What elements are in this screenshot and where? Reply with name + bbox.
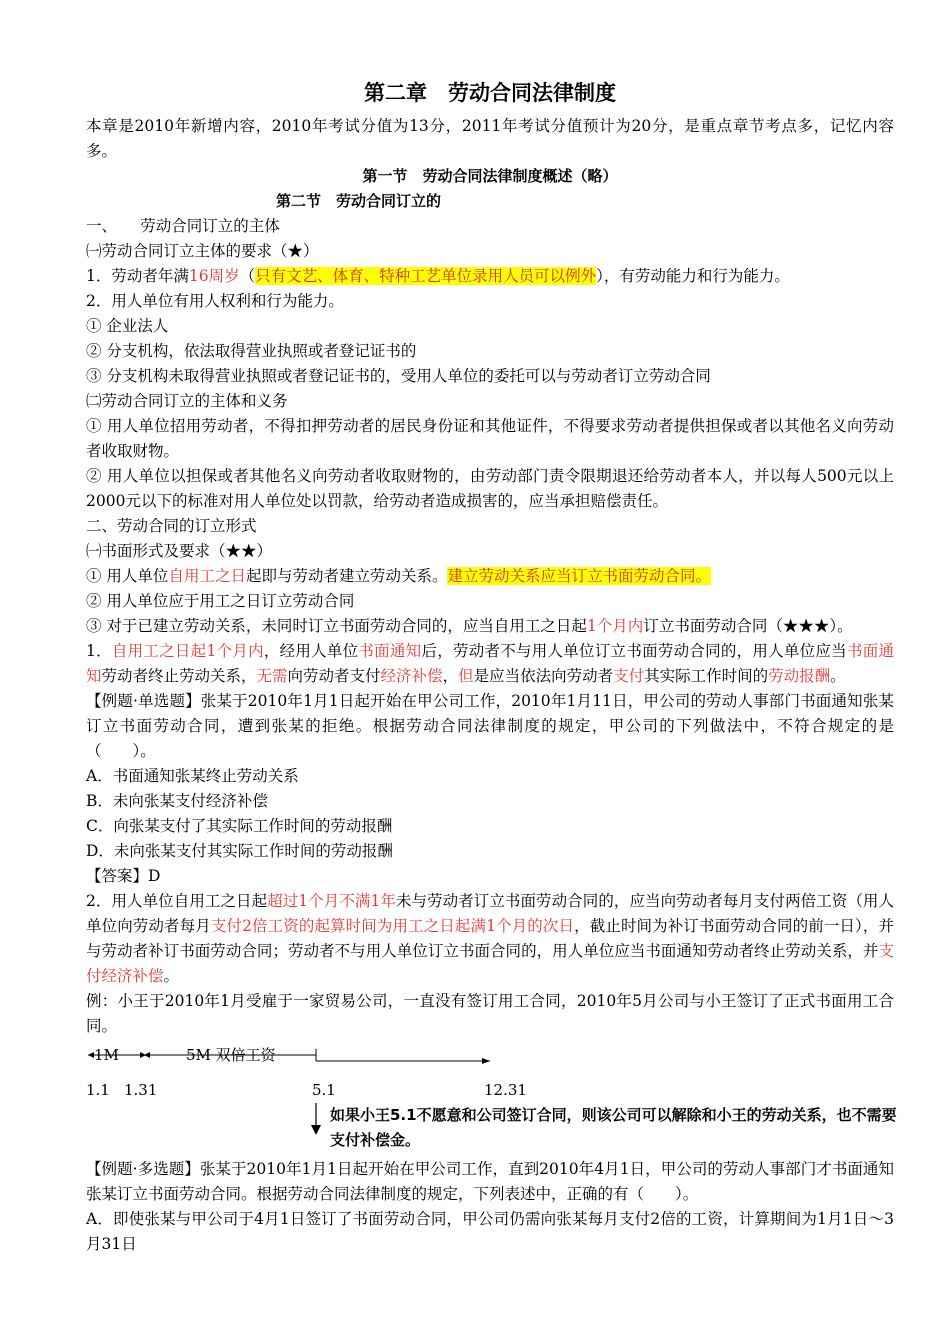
timeline-segment-1: 1M: [94, 1046, 119, 1064]
requirement-1: 1．劳动者年满16周岁（只有文艺、体育、特种工艺单位录用人员可以例外），有劳动能力和行为能力。: [86, 267, 790, 285]
timeline-segment-2: 5M 双倍工资: [186, 1046, 276, 1064]
example-1-option-d: D．未向张某支付其实际工作时间的劳动报酬: [86, 842, 393, 860]
example-1-question: 【例题·单选题】张某于2010年1月1日起开始在甲公司工作，2010年1月11日，甲公司的劳动人事部门书面通知张某订立书面劳动合同，遭到张某的拒绝。根据劳动合同法律制度的规定，甲公司的下列做法中，不符合规定的是（ ）。: [86, 692, 894, 760]
intro-paragraph: 本章是2010年新增内容，2010年考试分值为13分，2011年考试分值预计为20分，是重点章节考点多，记忆内容多。: [86, 117, 894, 160]
example-1-option-a: A．书面通知张某终止劳动关系: [86, 767, 299, 785]
note-block: [86, 1103, 897, 1157]
down-arrow-icon: [308, 1103, 324, 1137]
document-page: [86, 78, 897, 1257]
section-heading-2: 第二节 劳动合同订立的: [276, 192, 442, 210]
note-text: 如果小王5.1不愿意和公司签订合同，则该公司可以解除和小王的劳动关系，也不需要支付补偿金。: [330, 1106, 897, 1149]
example-2-question: 【例题·多选题】张某于2010年1月1日起开始在甲公司工作，直到2010年4月1日，甲公司的劳动人事部门才书面通知张某订立书面劳动合同。根据劳动合同法律制度的规定，下列表述中，正确的有（ ）。: [86, 1160, 894, 1203]
requirement-2: 2．用人单位有用人权利和行为能力。: [86, 292, 344, 310]
timeline-diagram: [86, 1043, 894, 1103]
section-heading-1: 第一节 劳动合同法律制度概述（略）: [362, 167, 618, 185]
worked-example: 例：小王于2010年1月受雇于一家贸易公司，一直没有签订用工合同，2010年5月公司与小王签订了正式书面用工合同。: [86, 992, 894, 1035]
duty-2: ② 用人单位以担保或者其他名义向劳动者收取财物的，由劳动部门责令限期退还给劳动者本人，并以每人500元以上2000元以下的标准对用人单位处以罚款，给劳动者造成损害的，应当承担赔偿责任。: [86, 467, 894, 510]
heading-one-sub2: ㈡劳动合同订立的主体和义务: [86, 392, 288, 410]
chapter-title: 第二章 劳动合同法律制度: [364, 81, 616, 105]
rule-2-paragraph: 2．用人单位自用工之日起超过1个月不满1年未与劳动者订立书面劳动合同的，应当向劳动者每月支付两倍工资（用人单位向劳动者每月支付2倍工资的起算时间为用工之日起满1个月的次日，截止时间为补订书面劳动合同的前一日），并与劳动者补订书面劳动合同；劳动者不与用人单位订立书面合同的，用人单位应当书面通知劳动者终止劳动关系，并支付经济补偿。: [86, 892, 894, 985]
timeline-tick-4: 12.31: [484, 1081, 527, 1099]
example-1-option-b: B．未向张某支付经济补偿: [86, 792, 268, 810]
form-rule-2: ② 用人单位应于用工之日订立劳动合同: [86, 592, 355, 610]
timeline-tick-2: 1.31: [124, 1081, 158, 1099]
timeline-tick-3: 5.1: [312, 1081, 336, 1099]
form-rule-3: ③ 对于已建立劳动关系，未同时订立书面劳动合同的，应当自用工之日起1个月内订立书面劳动合同（★★★）。: [86, 617, 853, 635]
heading-one: 一、 劳动合同订立的主体: [86, 217, 280, 235]
heading-two: 二、劳动合同的订立形式: [86, 517, 257, 535]
example-1-option-c: C．向张某支付了其实际工作时间的劳动报酬: [86, 817, 393, 835]
heading-one-sub1: ㈠劳动合同订立主体的要求（★）: [86, 242, 319, 260]
timeline-arrows: [86, 1043, 506, 1073]
requirement-2-item-1: ① 企业法人: [86, 317, 169, 335]
example-2-option-a: A．即使张某与甲公司于4月1日签订了书面劳动合同，甲公司仍需向张某每月支付2倍的工资，计算期间为1月1日～3月31日: [86, 1210, 894, 1253]
example-1-answer: 【答案】D: [86, 867, 161, 885]
requirement-2-item-2: ② 分支机构，依法取得营业执照或者登记证书的: [86, 342, 417, 360]
form-rule-1: ① 用人单位自用工之日起即与劳动者建立劳动关系。建立劳动关系应当订立书面劳动合同。: [86, 567, 711, 585]
duty-1: ① 用人单位招用劳动者，不得扣押劳动者的居民身份证和其他证件，不得要求劳动者提供担保或者以其他名义向劳动者收取财物。: [86, 417, 894, 460]
requirement-2-item-3: ③ 分支机构未取得营业执照或者登记证书的，受用人单位的委托可以与劳动者订立劳动合同: [86, 367, 711, 385]
rule-1-paragraph: 1．自用工之日起1个月内，经用人单位书面通知后，劳动者不与用人单位订立书面劳动合同的，用人单位应当书面通知劳动者终止劳动关系，无需向劳动者支付经济补偿，但是应当依法向劳动者支付其实际工作时间的劳动报酬。: [86, 642, 894, 685]
timeline-tick-1: 1.1: [86, 1081, 110, 1099]
heading-two-sub1: ㈠书面形式及要求（★★）: [86, 542, 273, 560]
